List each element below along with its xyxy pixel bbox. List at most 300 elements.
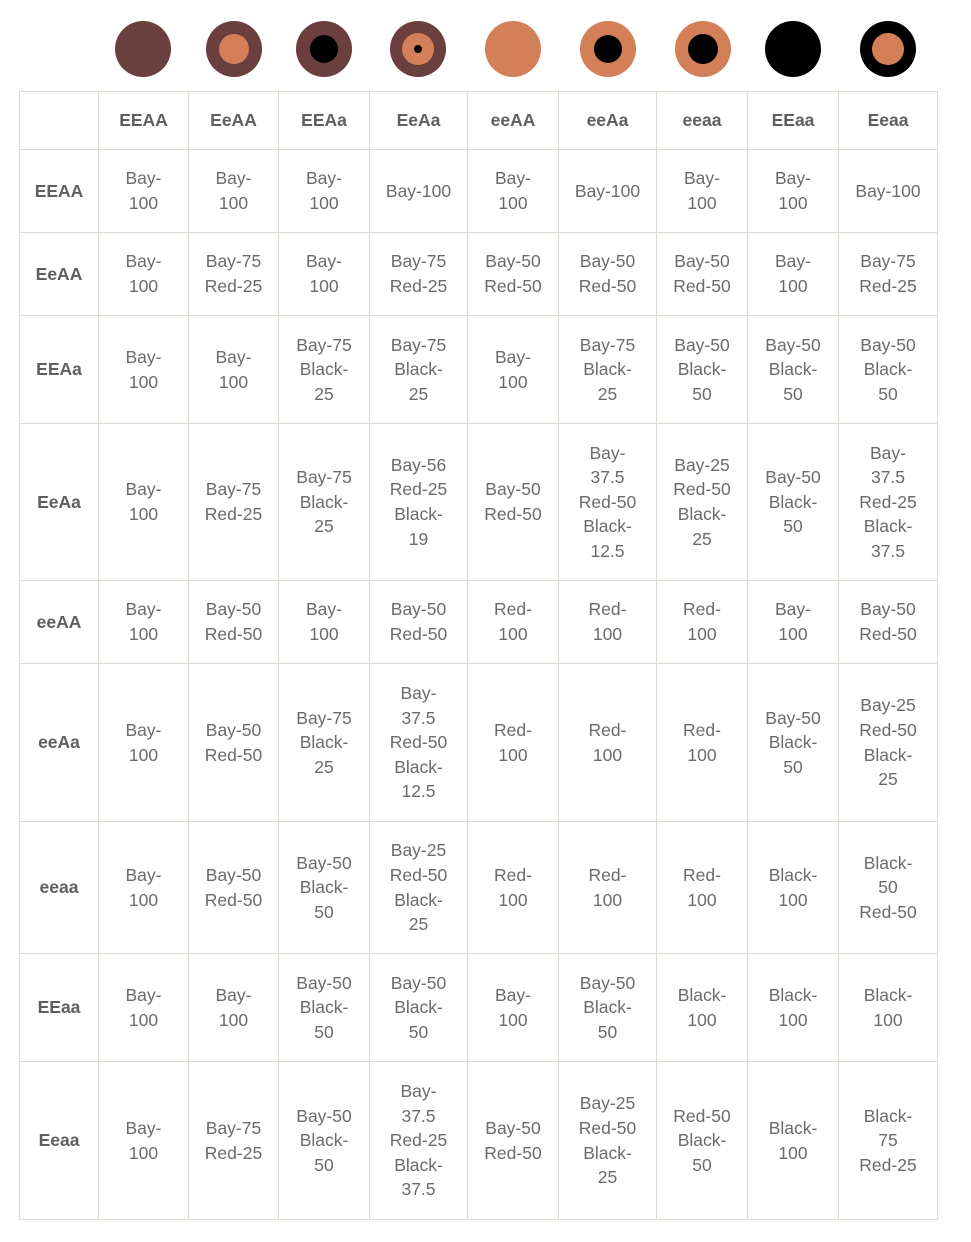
cell-line: 50: [783, 756, 803, 777]
table-row: [20, 581, 938, 664]
row-header-eeaa: EEAA: [20, 150, 99, 233]
cell-line: Bay-: [215, 984, 252, 1005]
cell-line: Bay-: [215, 346, 252, 367]
cell-line: Black-: [299, 877, 349, 898]
cell-line: Bay-: [400, 683, 437, 704]
cell-line: Bay-: [215, 168, 252, 189]
cell-line: Red-50: [859, 901, 917, 922]
cell-line: 25: [878, 769, 898, 790]
cell-line: Red-50: [859, 624, 917, 644]
row-header-eeaa: Eeaa: [20, 1062, 99, 1220]
row-header-eeaa: EeAa: [20, 424, 99, 581]
cell-line: Red-: [494, 599, 532, 620]
cell-line: Bay-75: [296, 467, 352, 488]
cell-line: 100: [498, 193, 528, 213]
row-header-eeaa: EEAa: [20, 316, 99, 424]
table-cell: [189, 150, 279, 233]
cell-line: 25: [408, 383, 429, 404]
cell-line: Red-50: [578, 1117, 637, 1138]
cell-line: 12.5: [401, 781, 436, 802]
cell-line: Bay-: [125, 346, 162, 367]
table-cell: [748, 424, 839, 581]
table-cell: [99, 664, 189, 822]
table-cell: [189, 1062, 279, 1220]
table-cell: [99, 316, 189, 424]
cell-line: 100: [498, 624, 528, 644]
cell-line: 100: [128, 504, 159, 524]
cell-line: 100: [128, 1142, 159, 1163]
cell-line: Bay-50: [579, 251, 636, 272]
cell-line: Bay-: [125, 719, 162, 740]
table-cell: [839, 316, 938, 424]
cell-line: Black-: [299, 359, 349, 380]
cell-line: Red-: [588, 864, 627, 885]
cell-line: 25: [314, 516, 334, 537]
cell-line: 50: [783, 383, 803, 404]
cell-line: Bay-50: [765, 707, 821, 728]
cell-line: Black-: [677, 504, 727, 524]
table-cell: [468, 233, 559, 316]
cell-line: 37.5: [870, 540, 906, 561]
cell-line: Bay-: [125, 479, 162, 500]
table-cell: [189, 581, 279, 664]
table-row: [20, 424, 938, 581]
table-cell: [468, 664, 559, 822]
cell-line: Bay-: [495, 168, 531, 189]
cell-line: Bay-: [870, 442, 906, 463]
cell-line: 100: [687, 889, 717, 910]
cell-line: 25: [314, 383, 334, 404]
table-cell: [748, 233, 839, 316]
cell-line: Bay-100: [385, 180, 452, 201]
cell-line: Bay-50: [296, 852, 352, 873]
table-cell: [657, 150, 748, 233]
table-cell: [279, 233, 370, 316]
cell-line: Bay-25: [579, 1093, 636, 1114]
table-cell: [370, 150, 468, 233]
cell-line: Bay-50: [765, 334, 821, 355]
table-cell: [99, 150, 189, 233]
cell-line: Black-: [768, 1117, 818, 1138]
cell-line: Red-: [494, 719, 532, 740]
cell-line: 50: [314, 1021, 334, 1042]
cell-line: 100: [128, 889, 159, 910]
cell-line: Black-: [863, 984, 913, 1005]
cell-line: Bay-75: [205, 479, 262, 500]
cell-line: 100: [687, 624, 717, 644]
cell-line: 100: [498, 744, 528, 765]
cell-line: Black-: [768, 491, 818, 512]
cell-line: Bay-: [306, 599, 342, 620]
table-cell: [279, 664, 370, 822]
cell-line: 100: [873, 1009, 903, 1030]
cell-line: 100: [309, 276, 339, 296]
table-cell: [370, 664, 468, 822]
swatch-inner-circle: [219, 34, 249, 64]
cell-line: 37.5: [870, 467, 906, 488]
cell-line: Bay-50: [765, 467, 821, 488]
cell-line: Bay-: [775, 599, 811, 620]
cell-line: 25: [314, 756, 334, 777]
swatch-inner-circle: [872, 33, 904, 65]
table-row: [20, 233, 938, 316]
cell-line: 25: [408, 914, 429, 935]
cell-line: Black-: [583, 1142, 632, 1163]
cell-line: 25: [597, 1167, 618, 1188]
column-header-eeaa: EeAa: [370, 92, 468, 150]
swatch-eeaa-7: [765, 21, 821, 77]
cell-line: Black-: [299, 491, 349, 512]
cell-line: 100: [778, 624, 808, 644]
cell-line: 37.5: [590, 467, 625, 488]
cell-line: 50: [878, 877, 898, 898]
cell-line: Bay-50: [860, 334, 916, 355]
cell-line: Black-: [299, 997, 349, 1018]
column-header-eeaa: EEaa: [748, 92, 839, 150]
cell-line: Red-50: [389, 624, 448, 644]
cell-line: Bay-50: [296, 972, 352, 993]
table-cell: [748, 1062, 839, 1220]
table-cell: [189, 954, 279, 1062]
cell-line: Bay-75: [205, 251, 262, 272]
swatch-center-dot: [414, 45, 422, 53]
cell-line: Bay-: [775, 251, 811, 272]
table-row: [20, 1062, 938, 1220]
table-cell: [657, 954, 748, 1062]
swatch-eeaa-4: [485, 21, 541, 77]
cell-line: Bay-75: [390, 251, 447, 272]
cell-line: Black-: [299, 732, 349, 753]
cell-line: Black-: [863, 516, 913, 537]
table-cell: [559, 664, 657, 822]
column-header-eeaa: eeAa: [559, 92, 657, 150]
swatch-eeaa-2: [296, 21, 352, 77]
table-cell: [279, 581, 370, 664]
cell-line: Red-50: [673, 276, 731, 296]
table-cell: [559, 150, 657, 233]
cell-line: Black-: [583, 997, 632, 1018]
table-cell: [839, 1062, 938, 1220]
cell-line: Red-25: [859, 491, 917, 512]
cell-line: Red-50: [484, 1142, 542, 1163]
cell-line: Black-: [299, 1130, 349, 1151]
cell-line: Red-25: [859, 276, 917, 296]
table-cell: [839, 424, 938, 581]
cell-line: Bay-50: [674, 251, 730, 272]
table-cell: [189, 822, 279, 954]
cell-line: 100: [128, 371, 159, 392]
table-cell: [559, 316, 657, 424]
cell-line: Black-: [583, 516, 632, 537]
table-row: [20, 954, 938, 1062]
table-cell: [99, 822, 189, 954]
cell-line: Red-25: [204, 504, 263, 524]
cell-line: 100: [309, 624, 339, 644]
table-cell: [657, 664, 748, 822]
cell-line: 50: [408, 1021, 429, 1042]
cell-line: 37.5: [401, 1105, 436, 1126]
cell-line: Red-: [588, 599, 627, 620]
table-cell: [99, 954, 189, 1062]
table-cell: [839, 954, 938, 1062]
column-header-eeaa: Eeaa: [839, 92, 938, 150]
table-cell: [370, 822, 468, 954]
cell-line: Black-: [583, 359, 632, 380]
cell-line: 100: [592, 889, 623, 910]
cell-line: Bay-: [495, 984, 531, 1005]
cell-line: 100: [128, 744, 159, 765]
table-cell: [99, 424, 189, 581]
table-cell: [99, 581, 189, 664]
cell-line: 19: [408, 528, 429, 549]
cell-line: Bay-25: [860, 695, 916, 716]
cell-line: Bay-50: [485, 479, 541, 500]
table-cell: [748, 581, 839, 664]
cell-line: Black-: [863, 744, 913, 765]
cell-line: Black-: [394, 889, 443, 910]
cell-line: Red-25: [204, 1142, 263, 1163]
cell-line: 100: [218, 371, 249, 392]
cell-line: 100: [128, 193, 159, 213]
table-cell: [189, 664, 279, 822]
table-cell: [559, 1062, 657, 1220]
cell-line: Red-50: [578, 276, 637, 296]
table-cell: [657, 822, 748, 954]
cell-line: Black-: [863, 852, 913, 873]
cell-line: 100: [218, 193, 249, 213]
table-cell: [468, 954, 559, 1062]
cell-line: Red-: [683, 599, 721, 620]
row-header-eeaa: eeaa: [20, 822, 99, 954]
table-cell: [370, 233, 468, 316]
cell-line: 100: [592, 624, 623, 644]
table-cell: [279, 424, 370, 581]
cell-line: Bay-: [495, 346, 531, 367]
column-header-eeaa: eeAA: [468, 92, 559, 150]
cell-line: Bay-100: [574, 180, 641, 201]
table-cell: [748, 150, 839, 233]
table-cell: [559, 822, 657, 954]
table-cell: [657, 1062, 748, 1220]
table-cell: [370, 581, 468, 664]
cell-line: Bay-: [400, 1081, 437, 1102]
table-cell: [279, 1062, 370, 1220]
cell-line: Bay-: [125, 864, 162, 885]
cell-line: Bay-: [125, 599, 162, 620]
table-row: [20, 150, 938, 233]
cell-line: Bay-50: [205, 864, 262, 885]
cell-line: Red-50: [859, 719, 917, 740]
header-row: [20, 92, 938, 150]
table-cell: [559, 954, 657, 1062]
table-cell: [657, 581, 748, 664]
cell-line: Bay-75: [390, 334, 447, 355]
table-cell: [99, 233, 189, 316]
cell-line: Bay-25: [390, 840, 447, 861]
cell-line: Bay-: [306, 251, 342, 272]
column-header-eeaa: EEAa: [279, 92, 370, 150]
cell-line: Bay-: [684, 168, 720, 189]
cell-line: 100: [687, 193, 717, 213]
cell-line: Red-: [683, 719, 721, 740]
cell-line: Red-50: [578, 491, 637, 512]
cell-line: Red-25: [859, 1154, 917, 1175]
table-cell: [657, 233, 748, 316]
cell-line: 50: [878, 383, 898, 404]
cell-line: Red-50: [389, 864, 448, 885]
cell-line: Black-: [768, 359, 818, 380]
cell-line: Red-: [494, 864, 532, 885]
cell-line: Bay-56: [390, 454, 447, 475]
cell-line: Black-: [677, 1130, 727, 1151]
table-cell: [189, 316, 279, 424]
cell-line: Bay-: [306, 168, 342, 189]
cell-line: Black-: [394, 756, 443, 777]
cell-line: Bay-50: [296, 1105, 352, 1126]
cell-line: Red-50: [204, 624, 263, 644]
row-header-eeaa: eeAa: [20, 664, 99, 822]
cell-line: Black-: [677, 984, 727, 1005]
table-cell: [279, 150, 370, 233]
cell-line: 50: [692, 383, 712, 404]
table-cell: [748, 316, 839, 424]
swatch-eeaa-0: [115, 21, 171, 77]
table-row: [20, 316, 938, 424]
table-cell: [468, 581, 559, 664]
cell-line: 100: [218, 1009, 249, 1030]
swatch-inner-circle: [688, 34, 718, 64]
row-header-eeaa: EEaa: [20, 954, 99, 1062]
swatch-eeaa-1: [206, 21, 262, 77]
column-header-eeaa: eeaa: [657, 92, 748, 150]
cell-line: Red-25: [389, 276, 448, 296]
cell-line: Bay-50: [390, 599, 447, 620]
cell-line: Black-: [394, 1154, 443, 1175]
table-cell: [468, 1062, 559, 1220]
cell-line: Bay-: [775, 168, 811, 189]
table-cell: [839, 581, 938, 664]
cell-line: 75: [878, 1130, 898, 1151]
table-cell: [657, 316, 748, 424]
row-header-eeaa: eeAA: [20, 581, 99, 664]
cell-line: Red-50: [673, 479, 731, 500]
cell-line: Black-: [768, 984, 818, 1005]
cell-line: Red-50: [204, 889, 263, 910]
cell-line: 100: [498, 1009, 528, 1030]
cell-line: Bay-50: [485, 251, 541, 272]
table-cell: [657, 424, 748, 581]
cell-line: Black-: [394, 504, 443, 524]
table-cell: [468, 822, 559, 954]
cell-line: 50: [314, 1154, 334, 1175]
table-cell: [279, 822, 370, 954]
table-cell: [839, 822, 938, 954]
table-cell: [279, 954, 370, 1062]
cell-line: Bay-25: [674, 454, 730, 475]
table-cell: [370, 954, 468, 1062]
table-cell: [748, 664, 839, 822]
cell-line: Black-: [768, 732, 818, 753]
table-cell: [468, 424, 559, 581]
cell-line: 50: [597, 1021, 618, 1042]
row-header-eeaa: EeAA: [20, 233, 99, 316]
cell-line: Bay-75: [205, 1117, 262, 1138]
cell-line: Bay-75: [296, 707, 352, 728]
cell-line: 12.5: [590, 540, 625, 561]
table-cell: [839, 664, 938, 822]
cell-line: Black-: [394, 359, 443, 380]
cell-line: Bay-50: [390, 972, 447, 993]
cell-line: Red-50: [484, 504, 542, 524]
cell-line: Bay-50: [205, 719, 262, 740]
cell-line: Red-25: [389, 1130, 448, 1151]
cell-line: Bay-75: [296, 334, 352, 355]
column-header-eeaa: EEAA: [99, 92, 189, 150]
genotype-cross-table: [19, 91, 938, 1220]
cell-line: Bay-: [125, 1117, 162, 1138]
table-cell: [99, 1062, 189, 1220]
cell-line: Bay-50: [674, 334, 730, 355]
cell-line: 25: [597, 383, 618, 404]
cell-line: 100: [309, 193, 339, 213]
cell-line: 100: [128, 276, 159, 296]
cell-line: Bay-: [589, 442, 626, 463]
cell-line: Bay-75: [860, 251, 916, 272]
swatch-eeaa-8: [860, 21, 916, 77]
cell-line: 100: [498, 889, 528, 910]
table-row: [20, 822, 938, 954]
cell-line: Bay-50: [860, 599, 916, 620]
table-cell: [839, 233, 938, 316]
cell-line: Red-50: [673, 1105, 731, 1126]
cell-line: 100: [687, 1009, 717, 1030]
cell-line: 100: [778, 193, 808, 213]
cell-line: Bay-50: [205, 599, 262, 620]
cell-line: 50: [314, 901, 334, 922]
cell-line: Black-: [863, 359, 913, 380]
column-header-eeaa: EeAA: [189, 92, 279, 150]
cell-line: Red-: [588, 719, 627, 740]
cell-line: Bay-100: [855, 180, 921, 201]
cell-line: Bay-: [125, 251, 162, 272]
cell-line: Red-: [683, 864, 721, 885]
table-cell: [189, 424, 279, 581]
cell-line: 100: [128, 1009, 159, 1030]
swatch-inner-circle: [594, 35, 622, 63]
swatch-eeaa-5: [580, 21, 636, 77]
table-row: [20, 664, 938, 822]
cell-line: 100: [592, 744, 623, 765]
table-cell: [279, 316, 370, 424]
table-cell: [559, 424, 657, 581]
cell-line: Red-25: [389, 479, 448, 500]
table-cell: [559, 581, 657, 664]
cell-line: Bay-75: [579, 334, 636, 355]
cell-line: Black-: [768, 864, 818, 885]
cell-line: 50: [692, 1154, 712, 1175]
cell-line: 100: [778, 1142, 808, 1163]
cell-line: 100: [778, 889, 808, 910]
table-cell: [748, 954, 839, 1062]
cell-line: 100: [128, 624, 159, 644]
cell-line: Red-50: [484, 276, 542, 296]
cell-line: 100: [687, 744, 717, 765]
table-cell: [559, 233, 657, 316]
cell-line: 25: [692, 528, 712, 549]
corner-cell: [20, 92, 99, 150]
swatch-inner-circle: [310, 35, 338, 63]
coat-color-swatch-row: [0, 0, 971, 92]
